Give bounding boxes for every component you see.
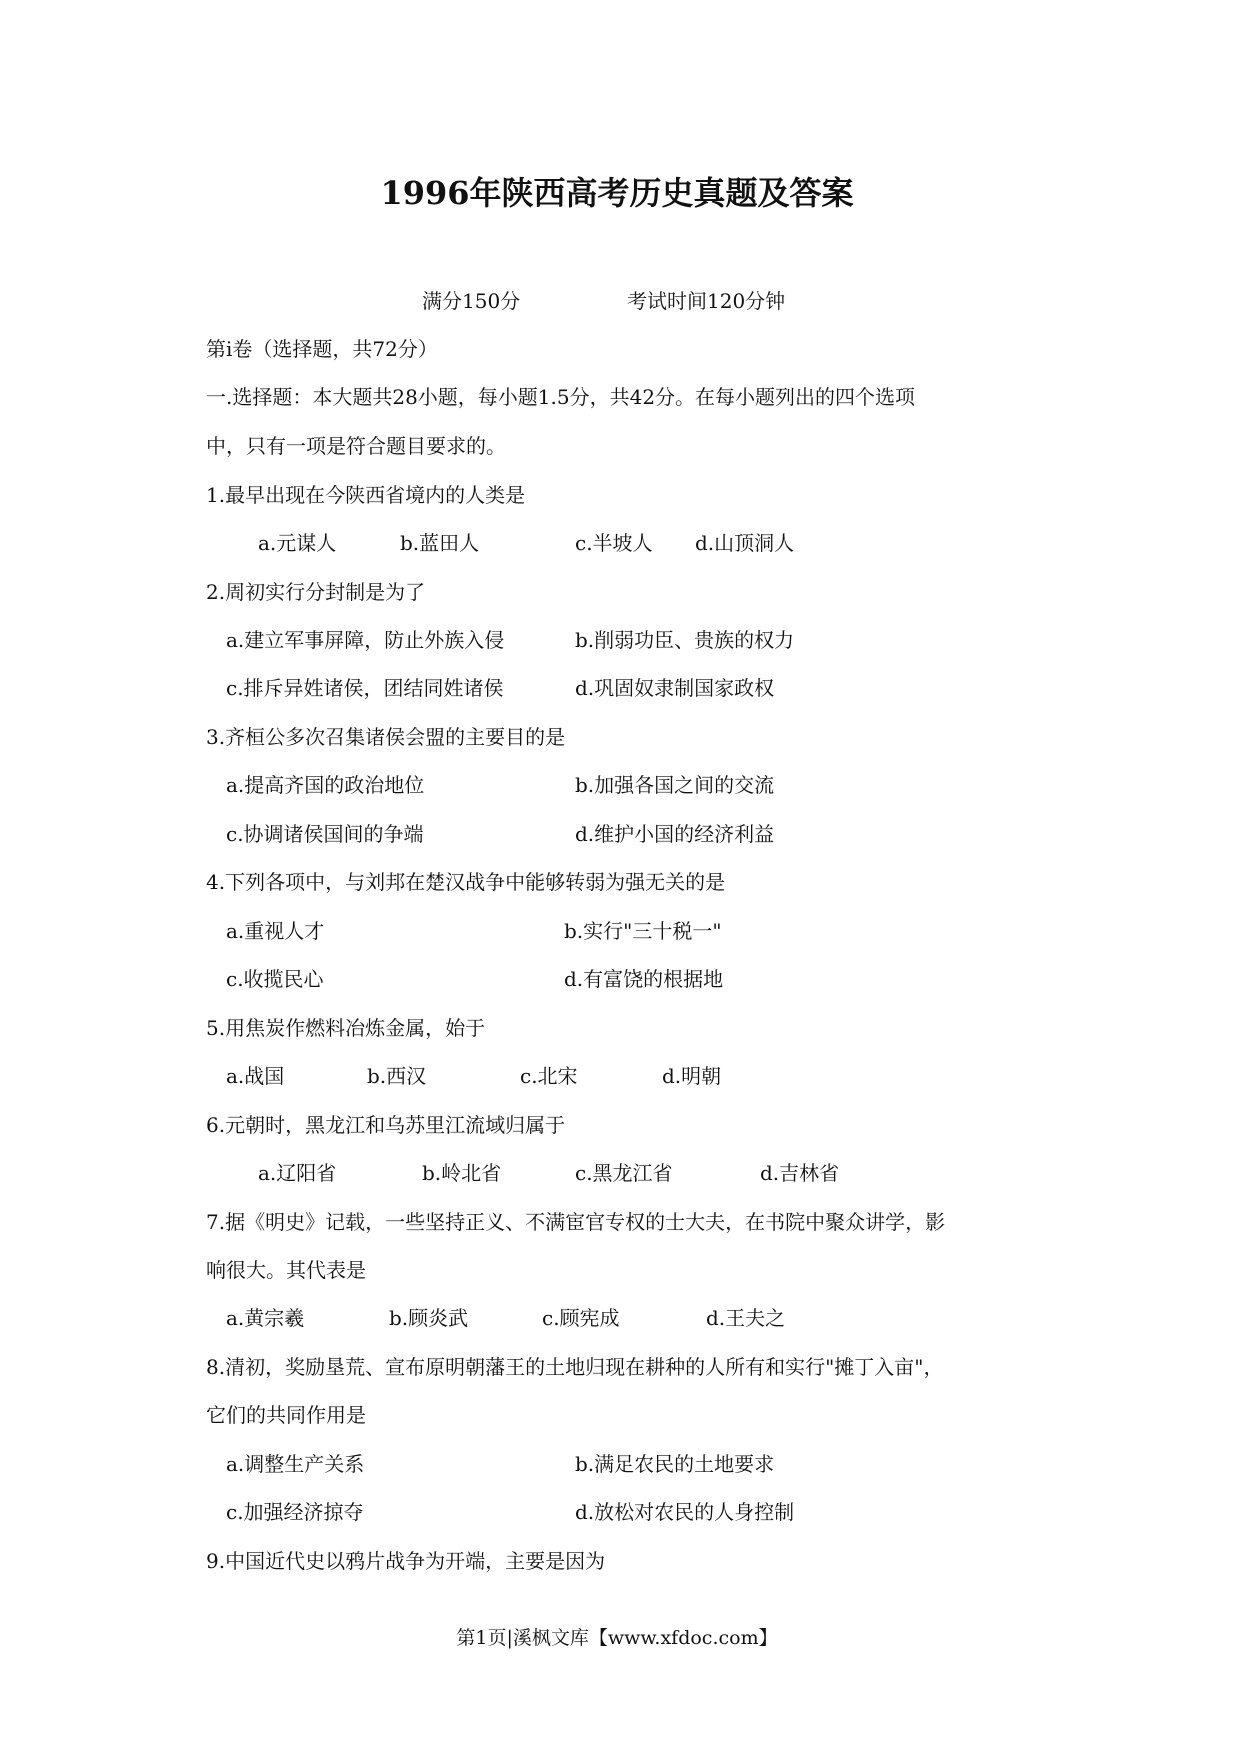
option: d.有富饶的根据地 — [564, 967, 724, 991]
exam-time: 考试时间120分钟 — [627, 289, 786, 313]
question-stem: 6.元朝时，黑龙江和乌苏里江流域归属于 — [206, 1113, 566, 1137]
instructions-line: 一.选择题：本大题共28小题，每小题1.5分，共42分。在每小题列出的四个选项 — [206, 385, 916, 409]
option: c.加强经济掠夺 — [226, 1500, 364, 1524]
option: a.战国 — [226, 1064, 285, 1088]
option: b.顾炎武 — [389, 1306, 469, 1330]
option: b.满足农民的土地要求 — [575, 1452, 775, 1476]
section-heading: 第ⅰ卷（选择题，共72分） — [206, 337, 438, 361]
option: a.元谋人 — [258, 531, 337, 555]
option: d.放松对农民的人身控制 — [575, 1500, 795, 1524]
question-stem: 它们的共同作用是 — [206, 1403, 366, 1427]
option: c.北宋 — [520, 1064, 578, 1088]
question-stem: 9.中国近代史以鸦片战争为开端，主要是因为 — [206, 1549, 606, 1573]
option: d.吉林省 — [760, 1161, 840, 1185]
question-stem: 8.清初，奖励垦荒、宣布原明朝藩王的土地归现在耕种的人所有和实行"摊丁入亩"， — [206, 1355, 944, 1379]
option: a.辽阳省 — [258, 1161, 337, 1185]
option: d.维护小国的经济利益 — [575, 822, 775, 846]
option: b.蓝田人 — [400, 531, 480, 555]
option: a.提高齐国的政治地位 — [226, 773, 425, 797]
question-stem: 1.最早出现在今陕西省境内的人类是 — [206, 483, 526, 507]
option: a.黄宗羲 — [226, 1306, 305, 1330]
exam-meta — [422, 285, 785, 314]
page-footer: 第1页|溪枫文库【www.xfdoc.com】 — [456, 1627, 778, 1649]
option: b.实行"三十税一" — [564, 919, 722, 943]
option: b.西汉 — [367, 1064, 427, 1088]
option: d.山顶洞人 — [695, 531, 795, 555]
question-stem: 3.齐桓公多次召集诸侯会盟的主要目的是 — [206, 725, 566, 749]
option: d.明朝 — [662, 1064, 722, 1088]
option: a.建立军事屏障，防止外族入侵 — [226, 628, 505, 652]
question-stem: 2.周初实行分封制是为了 — [206, 580, 426, 604]
option: b.削弱功臣、贵族的权力 — [575, 628, 795, 652]
option: c.收揽民心 — [226, 967, 324, 991]
option: c.半坡人 — [575, 531, 653, 555]
full-score: 满分150分 — [422, 289, 521, 313]
page-title: 1996年陕西高考历史真题及答案 — [380, 174, 854, 212]
option: b.岭北省 — [422, 1161, 502, 1185]
option: d.巩固奴隶制国家政权 — [575, 676, 775, 700]
option: a.调整生产关系 — [226, 1452, 365, 1476]
option: b.加强各国之间的交流 — [575, 773, 775, 797]
option: c.黑龙江省 — [575, 1161, 673, 1185]
question-stem: 响很大。其代表是 — [206, 1258, 366, 1282]
option: c.协调诸侯国间的争端 — [226, 822, 424, 846]
question-stem: 7.据《明史》记载，一些坚持正义、不满宦官专权的士大夫，在书院中聚众讲学，影 — [206, 1210, 946, 1234]
option: c.顾宪成 — [542, 1306, 620, 1330]
option: d.王夫之 — [706, 1306, 786, 1330]
instructions-line: 中，只有一项是符合题目要求的。 — [206, 434, 506, 458]
option: a.重视人才 — [226, 919, 325, 943]
question-stem: 5.用焦炭作燃料冶炼金属，始于 — [206, 1016, 486, 1040]
question-stem: 4.下列各项中，与刘邦在楚汉战争中能够转弱为强无关的是 — [206, 870, 726, 894]
option: c.排斥异姓诸侯，团结同姓诸侯 — [226, 676, 504, 700]
